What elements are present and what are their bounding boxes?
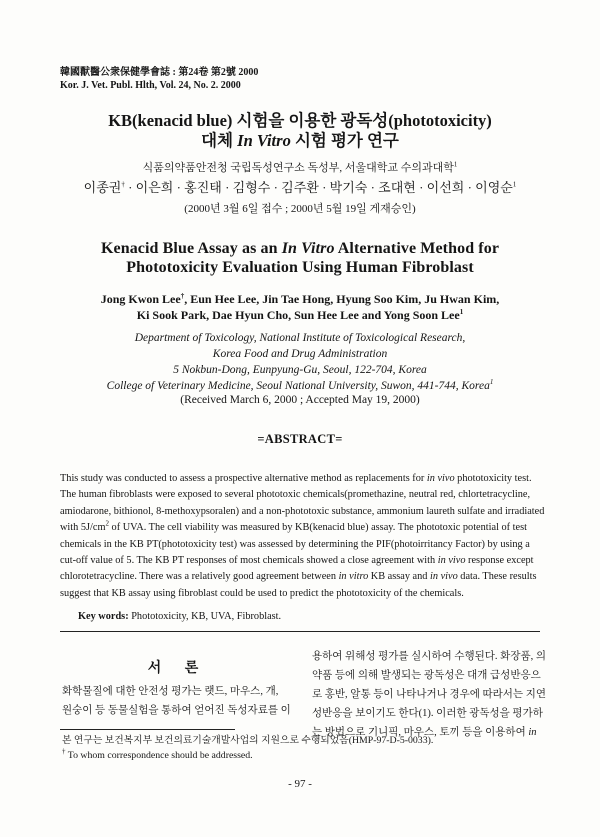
footnote-funding: 본 연구는 보건복지부 보건의료기술개발사업의 지원으로 수행되었음(HMP-97-D-5-0033). — [62, 735, 434, 746]
english-title-line-1 — [0, 239, 600, 258]
korean-author-first: 이종권 — [83, 180, 122, 195]
korean-author-rest: · 이은희 · 홍진태 · 김형수 · 김주환 · 박기숙 · 조대현 · 이선희 · 이영순 — [124, 180, 513, 195]
abstract-italic: in vivo — [437, 555, 466, 567]
abstract-line: chemicals in the KB PT(phototoxicity test) was assessed by determining the PIF(photoirritancy Factor) by using a — [60, 538, 530, 550]
received-dates: (Received March 6, 2000 ; Accepted May 19, 2000) — [180, 394, 420, 406]
english-title-text-end: Alternative Method for — [334, 240, 500, 257]
abstract-body — [60, 471, 545, 602]
journal-citation — [60, 66, 258, 92]
korean-dates: (2000년 3월 6일 접수 ; 2000년 5월 19일 게재승인) — [184, 203, 416, 215]
page-number: - 97 - — [288, 778, 312, 790]
abstract-text: phototoxicity test. — [454, 473, 532, 484]
superscript-mark: 1 — [512, 180, 517, 189]
dagger-mark: † — [62, 747, 66, 756]
keywords-list: Phototoxicity, KB, UVA, Fibroblast. — [128, 611, 282, 622]
abstract-text: This study was conducted to assess a prospective alternative method as replacements for — [60, 473, 427, 484]
abstract-line — [60, 553, 540, 569]
body-line: 약품 등에 의해 발생되는 광독성은 대개 급성반응으 — [312, 670, 541, 681]
korean-affiliation — [0, 159, 600, 175]
english-authors-line-2 — [0, 307, 600, 323]
abstract-line — [60, 520, 540, 536]
introduction-heading: 서 론 — [147, 661, 209, 676]
abstract-text: chlorotetracycline. There was a relatively good agreement between — [60, 571, 339, 583]
korean-title-text: 대체 — [201, 131, 238, 150]
abstract-italic: in vitro — [338, 571, 369, 583]
body-text: 는 방법으로 기니픽, 마우스, 토끼 등을 이용하여 — [312, 727, 529, 738]
english-authors — [0, 291, 600, 323]
abstract-text: data. These results — [457, 571, 537, 583]
abstract-text: response except — [465, 555, 534, 567]
abstract-heading: =ABSTRACT= — [257, 432, 343, 446]
author-list: Ki Sook Park, Dae Hyun Cho, Sun Hee Lee and Yong Soon Lee — [136, 308, 460, 322]
body-right-column — [312, 647, 547, 742]
abstract-italic: in vivo — [426, 473, 455, 484]
korean-title-line-2 — [0, 131, 600, 151]
abstract-text: with 5J/cm — [60, 522, 106, 534]
korean-title-italic: In Vitro — [237, 131, 291, 150]
affiliation-text: College of Veterinary Medicine, Seoul National University, Suwon, 441-744, Korea — [106, 380, 490, 392]
abstract-text: KB assay and — [368, 571, 430, 583]
english-title-line-2: Phototoxicity Evaluation Using Human Fibroblast — [126, 259, 474, 276]
body-line: 화학물질에 대한 안전성 평가는 랫드, 마우스, 개, — [62, 686, 279, 697]
body-line: 원숭이 등 동물실험을 통하여 얻어진 독성자료를 이 — [62, 705, 291, 716]
body-line: 로 홍반, 알통 등이 나타나거나 경우에 따라서는 지연 — [312, 689, 547, 700]
keywords-label: Key words: — [78, 611, 129, 622]
english-title — [0, 239, 600, 277]
abstract-text: cut-off value of 5. The KB PT responses of most chemicals showed a close agreement with — [60, 555, 438, 567]
abstract-text: of UVA. The cell viability was measured by KB(kenacid blue) assay. The phototoxic potential of test — [108, 522, 527, 534]
affiliation-line-1: Department of Toxicology, National Institute of Toxicological Research, — [134, 332, 466, 344]
korean-title-line-1: KB(kenacid blue) 시험을 이용한 광독성(phototoxicity) — [108, 111, 492, 130]
superscript-mark: 2 — [105, 519, 109, 528]
korean-title-text-end: 시험 평가 연구 — [290, 131, 399, 150]
superscript-mark: 1 — [453, 160, 458, 169]
body-italic: in — [528, 727, 537, 738]
journal-citation-english: Kor. J. Vet. Publ. Hlth, Vol. 24, No. 2. 2000 — [60, 80, 241, 91]
abstract-line: amiodarone, bithionol, 8-methoxypsoralen) and a non-phototoxic substance, ammonium laureth sulfate and irradiated — [60, 505, 545, 517]
dagger-mark: † — [180, 292, 185, 300]
footnotes — [62, 733, 433, 763]
abstract-italic: in vivo — [430, 571, 458, 583]
journal-citation-korean: 韓國獸醫公衆保健學會誌 : 第24卷 第2號 2000 — [60, 67, 259, 78]
dagger-mark: † — [121, 180, 125, 189]
body-line: 성반응을 보이기도 한다(1). 이러한 광독성을 평가하 — [312, 708, 543, 719]
section-divider — [60, 631, 540, 632]
affiliation-line-3: 5 Nokbun-Dong, Eunpyung-Gu, Seoul, 122-704, Korea — [173, 364, 427, 376]
body-left-column — [62, 682, 294, 720]
superscript-mark: 1 — [489, 378, 494, 387]
author-list: , Eun Hee Lee, Jin Tae Hong, Hyung Soo Kim, Ju Hwan Kim, — [184, 292, 500, 306]
footnote-text: To whom correspondence should be addressed. — [65, 750, 253, 761]
affiliation-line-4 — [0, 378, 600, 394]
abstract-line — [60, 471, 540, 487]
abstract-line: The human fibroblasts were exposed to several phototoxic chemicals(promethazine, neutral red, chlortetracycline, — [60, 489, 531, 501]
english-title-italic: In Vitro — [281, 240, 335, 257]
english-authors-line-1 — [0, 291, 600, 307]
korean-affiliation-text: 식품의약품안전청 국립독성연구소 독성부, 서울대학교 수의과대학 — [142, 162, 454, 174]
abstract-line — [60, 569, 540, 585]
korean-authors — [0, 177, 600, 196]
affiliation-line-2: Korea Food and Drug Administration — [212, 348, 388, 360]
footnote-rule — [60, 729, 235, 730]
abstract-line: suggest that KB assay using fibroblast could be used to predict the phototoxicity of the chemicals. — [60, 587, 464, 599]
english-title-text: Kenacid Blue Assay as an — [100, 240, 282, 257]
corresponding-author: Jong Kwon Lee — [100, 292, 181, 306]
keywords — [78, 611, 281, 622]
footnote-correspondence — [62, 748, 433, 763]
english-affiliation — [0, 330, 600, 394]
body-line: 용하여 위해성 평가를 실시하여 수행된다. 화장품, 의 — [312, 651, 547, 662]
superscript-mark: 1 — [459, 308, 464, 316]
